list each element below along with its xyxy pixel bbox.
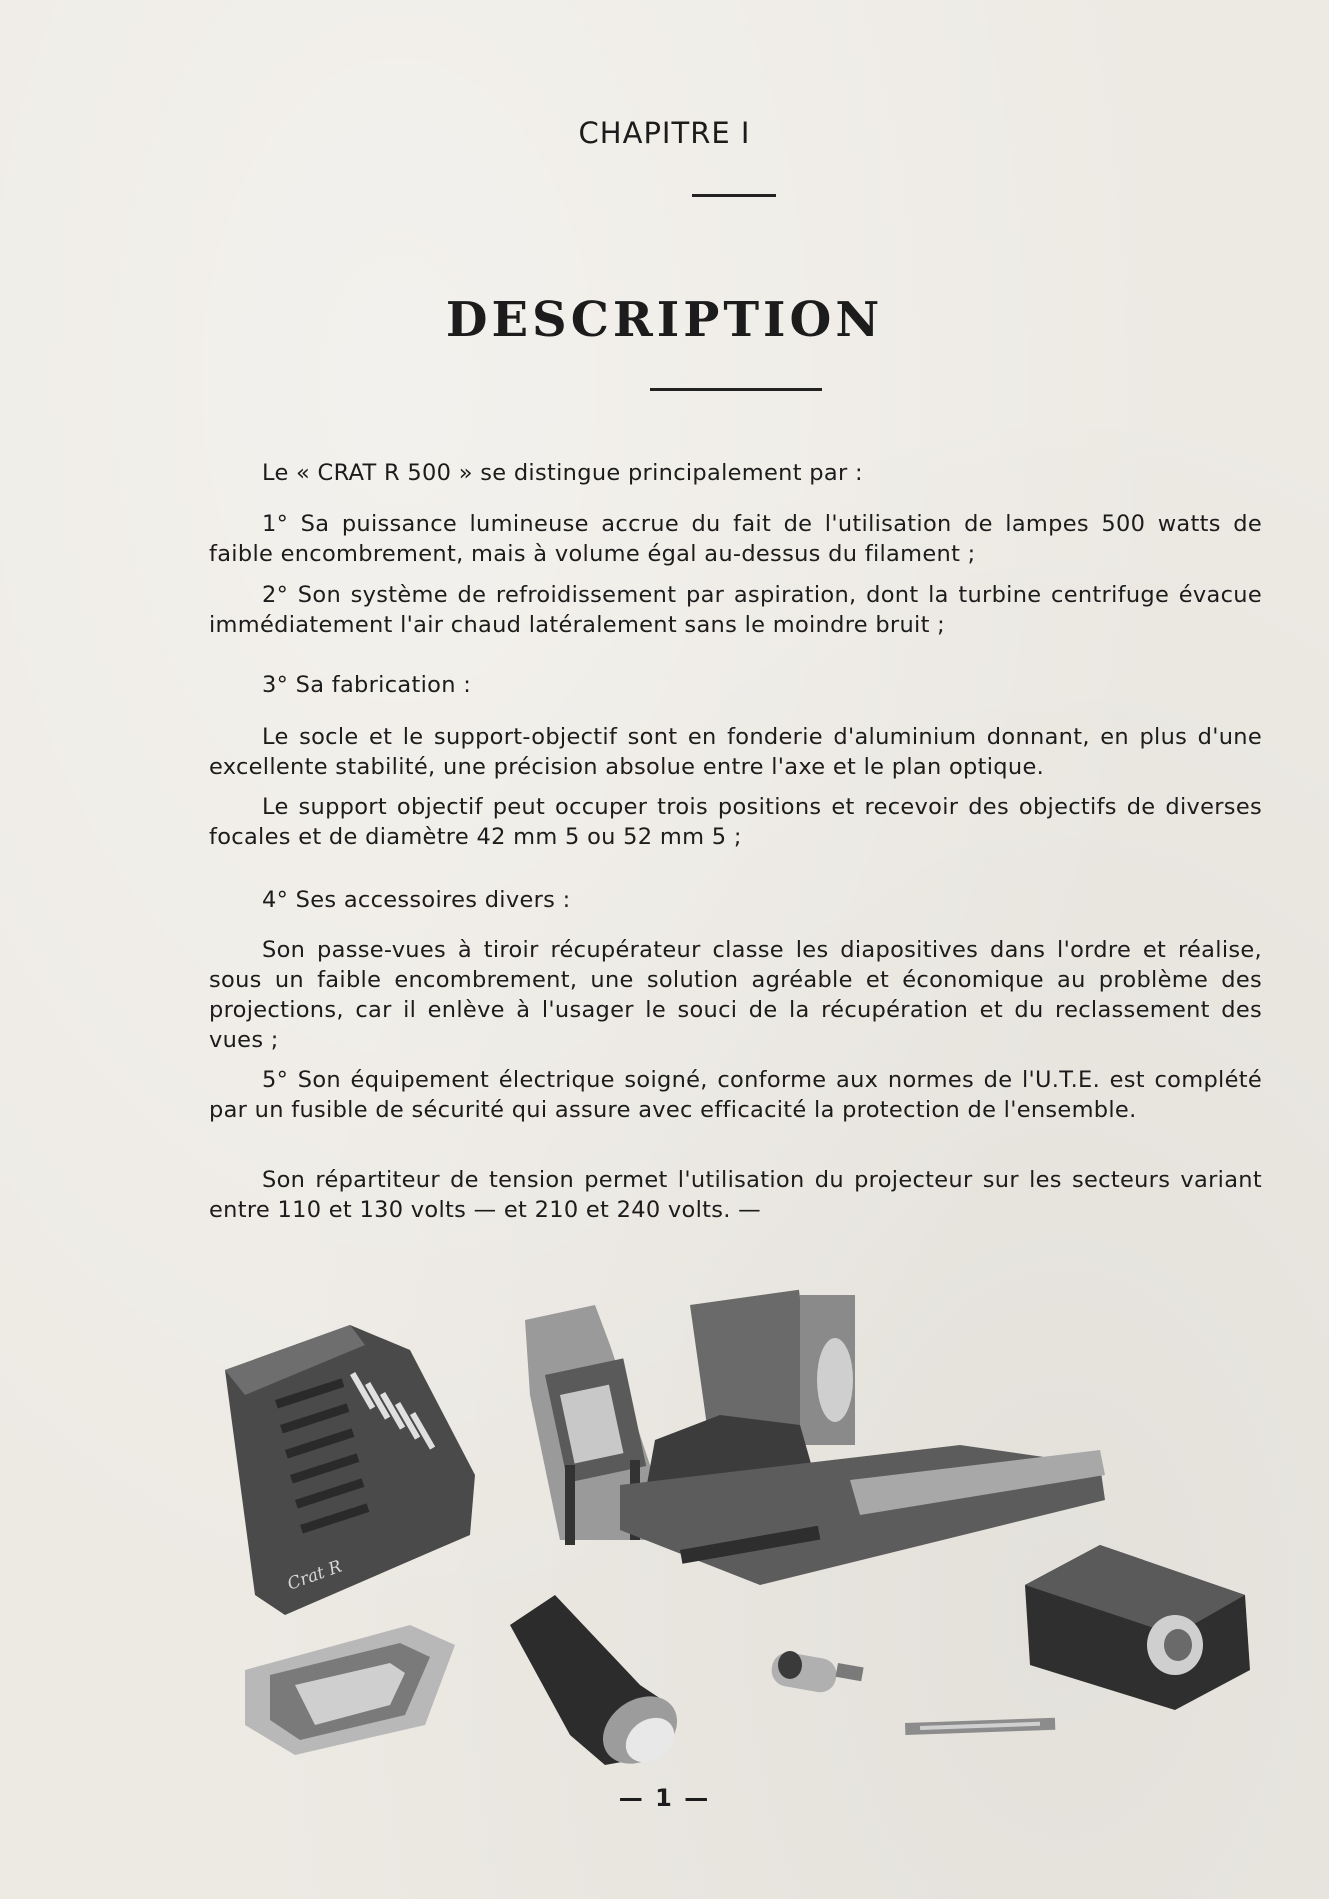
paragraph-5 <box>209 792 1262 852</box>
paragraph-9 <box>209 1165 1262 1225</box>
lens-housing-box <box>1025 1545 1250 1710</box>
page-number: — 1 — <box>618 1784 711 1812</box>
paragraph-text: 1° Sa puissance lumineuse accrue du fait de l'utilisation de lampes 500 watts de faible encombrement, mais à volume égal au-dessus du filament ; <box>209 511 1262 567</box>
projector-parts-photo <box>200 1285 1260 1765</box>
projector-base <box>620 1290 1105 1585</box>
paragraph-3 <box>209 670 1262 700</box>
paragraph-6 <box>209 885 1262 915</box>
intro-paragraph <box>209 458 1262 488</box>
paragraph-text: Le socle et le support-objectif sont en fonderie d'aluminium donnant, en plus d'une excellente stabilité, une précision absolue entre l'axe et le plan optique. <box>209 724 1262 780</box>
paragraph-text: Son passe-vues à tiroir récupérateur classe les diapositives dans l'ordre et réalise, sous un faible encombrement, une solution agréable et économique au problème des projections, car il enlève à l'usager le souci de la récupération et du reclassement des vues ; <box>209 937 1262 1053</box>
paragraph-1 <box>209 509 1262 569</box>
title-rule <box>650 388 822 391</box>
lamp-housing <box>225 1325 475 1615</box>
objective-lens <box>510 1595 690 1765</box>
paragraph-text: 4° Ses accessoires divers : <box>262 887 571 913</box>
paragraph-text: Le « CRAT R 500 » se distingue principalement par : <box>262 460 863 486</box>
paragraph-2 <box>209 580 1262 640</box>
lamp-bulb <box>769 1650 864 1695</box>
paragraph-8 <box>209 1065 1262 1125</box>
fuse-strip <box>905 1718 1055 1735</box>
paragraph-text: 3° Sa fabrication : <box>262 672 472 698</box>
paragraph-text: Le support objectif peut occuper trois positions et recevoir des objectifs de diverses focales et de diamètre 42 mm 5 ou 52 mm 5 ; <box>209 794 1262 850</box>
slide-drawer <box>245 1625 455 1755</box>
housing-logo-text: Crat R <box>284 1556 345 1595</box>
paragraph-text: Son répartiteur de tension permet l'utilisation du projecteur sur les secteurs variant entre 110 et 130 volts — et 210 et 240 volts. — <box>209 1167 1262 1223</box>
heading-rule <box>692 194 776 197</box>
paragraph-4 <box>209 722 1262 782</box>
paragraph-text: 2° Son système de refroidissement par aspiration, dont la turbine centrifuge évacue immédiatement l'air chaud latéralement sans le moindre bruit ; <box>209 582 1262 638</box>
paragraph-7 <box>209 935 1262 1055</box>
chapter-heading: CHAPITRE I <box>578 116 751 150</box>
page-title: DESCRIPTION <box>445 292 884 348</box>
paragraph-text: 5° Son équipement électrique soigné, conforme aux normes de l'U.T.E. est complété par un fusible de sécurité qui assure avec efficacité la protection de l'ensemble. <box>209 1067 1262 1123</box>
